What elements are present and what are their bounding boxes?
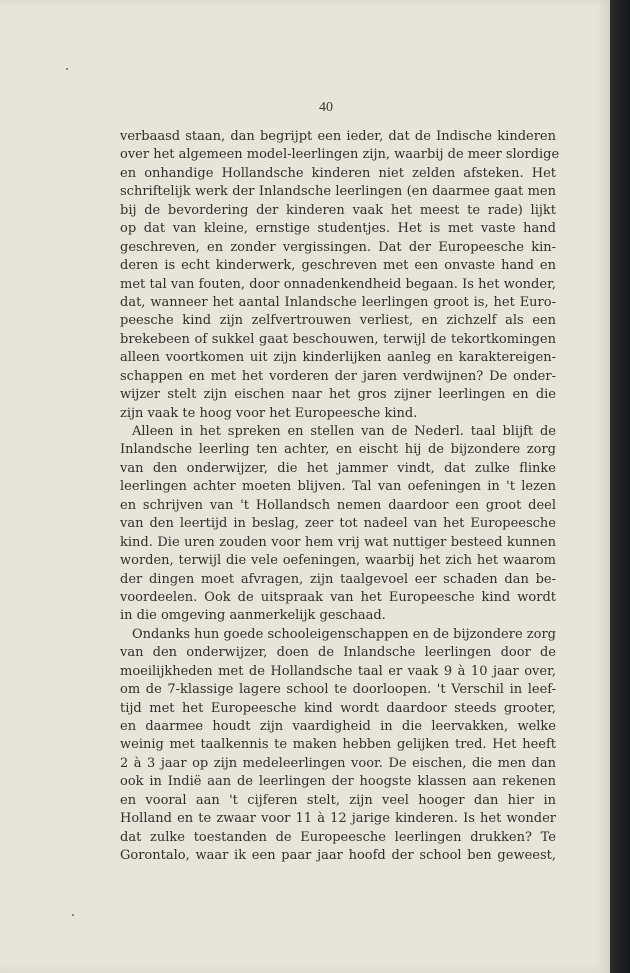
body-text <box>120 128 560 866</box>
text-line: brekebeen of sukkel gaat beschouwen, terwijl de tekortkomingen <box>120 331 556 347</box>
text-line: bij de bevordering der kinderen vaak het meest te rade) lijkt <box>120 202 556 218</box>
text-line: van den leertijd in beslag, zeer tot nadeel van het Europeesche <box>120 516 556 532</box>
text-line: alleen voortkomen uit zijn kinderlijken aanleg en karaktereigen- <box>120 350 556 366</box>
text-line: ook in Indië aan de leerlingen der hoogste klassen aan rekenen <box>120 774 556 790</box>
text-line: in die omgeving aanmerkelijk geschaad. <box>120 608 386 624</box>
text-line: dat zulke toestanden de Europeesche leerlingen drukken? Te <box>120 829 556 845</box>
paper-speck <box>66 68 68 70</box>
text-line: dat, wanneer het aantal Inlandsche leerlingen groot is, het Euro- <box>120 294 556 310</box>
text-line: Inlandsche leerling ten achter, en eischt hij de bijzondere zorg <box>120 442 556 458</box>
text-line: deren is echt kinderwerk, geschreven met een onvaste hand en <box>120 258 556 274</box>
text-line: schriftelijk werk der Inlandsche leerlingen (en daarmee gaat men <box>120 184 556 200</box>
text-line: om de 7-klassige lagere school te doorloopen. 't Verschil in leef- <box>120 682 556 698</box>
paper-speck <box>72 914 74 916</box>
text-line: wijzer stelt zijn eischen naar het gros zijner leerlingen en die <box>120 387 556 403</box>
text-line: Ondanks hun goede schooleigenschappen en de bijzondere zorg <box>132 626 556 642</box>
text-line: en daarmee houdt zijn vaardigheid in die leervakken, welke <box>120 719 556 734</box>
text-line: weinig met taalkennis te maken hebben gelijken tred. Het heeft <box>120 737 556 753</box>
text-line: geschreven, en zonder vergissingen. Dat der Europeesche kin- <box>120 239 556 255</box>
text-line: met tal van fouten, door onnadenkendheid begaan. Is het wonder, <box>120 276 556 292</box>
text-line: schappen en met het vorderen der jaren verdwijnen? De onder- <box>120 368 556 384</box>
text-line: en onhandige Hollandsche kinderen niet zelden afsteken. Het <box>120 165 556 181</box>
text-line: worden, terwijl die vele oefeningen, waarbij het zich het waarom <box>120 553 556 569</box>
text-line: Alleen in het spreken en stellen van de Nederl. taal blijft de <box>132 424 556 439</box>
text-line: voordeelen. Ook de uitspraak van het Europeesche kind wordt <box>120 589 556 605</box>
text-line: kind. Die uren zouden voor hem vrij wat nuttiger besteed kunnen <box>120 534 556 550</box>
text-line: leerlingen achter moeten blijven. Tal van oefeningen in 't lezen <box>120 479 556 495</box>
text-line: van den onderwijzer, doen de Inlandsche leerlingen door de <box>120 645 556 661</box>
text-line: over het algemeen model-leerlingen zijn, waarbij de meer slordige <box>120 147 560 163</box>
text-line: tijd met het Europeesche kind wordt daardoor steeds grooter, <box>120 700 556 716</box>
book-spine-edge <box>610 0 630 973</box>
text-line: moeilijkheden met de Hollandsche taal er vaak 9 à 10 jaar over, <box>120 663 556 679</box>
page-number: 40 <box>319 100 333 115</box>
text-line: van den onderwijzer, die het jammer vindt, dat zulke flinke <box>120 460 556 476</box>
text-line: op dat van kleine, ernstige studentjes. Het is met vaste hand <box>120 221 556 237</box>
text-line: verbaasd staan, dan begrijpt een ieder, dat de Indische kinderen <box>120 129 556 144</box>
text-line: en vooral aan 't cijferen stelt, zijn veel hooger dan hier in <box>120 792 556 808</box>
text-line: en schrijven van 't Hollandsch nemen daardoor een groot deel <box>120 497 556 513</box>
text-line: 2 à 3 jaar op zijn medeleerlingen voor. De eischen, die men dan <box>120 755 556 771</box>
text-line: zijn vaak te hoog voor het Europeesche kind. <box>120 405 418 421</box>
text-line: peesche kind zijn zelfvertrouwen verliest, en zichzelf als een <box>120 313 556 329</box>
text-line: der dingen moet afvragen, zijn taalgevoel eer schaden dan be- <box>120 571 556 587</box>
text-line: Gorontalo, waar ik een paar jaar hoofd der school ben geweest, <box>120 848 556 864</box>
text-line: Holland en te zwaar voor 11 à 12 jarige kinderen. Is het wonder <box>120 811 556 827</box>
